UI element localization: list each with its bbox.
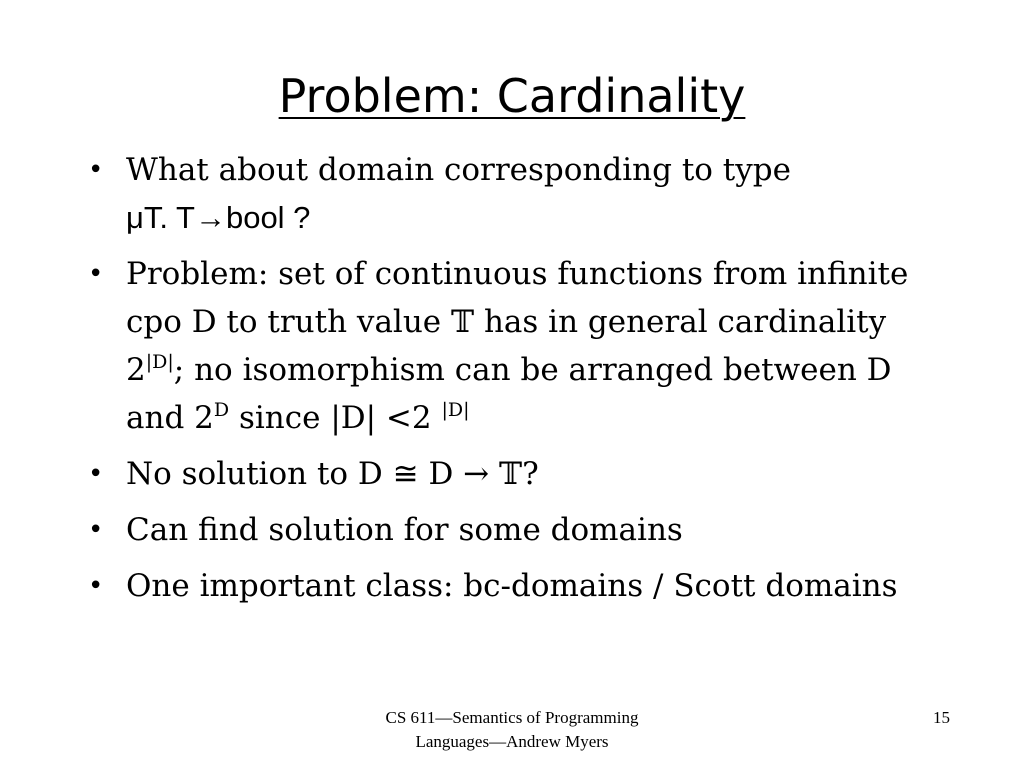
bullet-2-sup3: |D| (441, 399, 470, 421)
footer-line-1: CS 611—Semantics of Programming (385, 708, 639, 727)
bullet-item-5 (88, 562, 924, 610)
bullet-2-sup1: |D| (145, 351, 174, 373)
bullet-marker: • (88, 259, 104, 289)
bullet-2-sup2: D (213, 399, 230, 421)
bullet-1-formula: μT. T→bool ? (126, 200, 311, 235)
footer-line-2: Languages—Andrew Myers (415, 732, 609, 751)
bullet-5-text: One important class: bc-domains / Scott domains (126, 568, 898, 604)
page-number: 15 (933, 708, 950, 727)
bullet-marker: • (88, 571, 104, 601)
bullet-2-part2: has in general cardinality 2 (126, 304, 887, 388)
bullet-item-1 (88, 146, 924, 242)
bullet-2-part1: Problem: set of continuous functions from infinite cpo D to truth value (126, 256, 909, 340)
bullet-2-part3: ; no isomorphism can be arranged between D and 2 (126, 352, 892, 436)
bullet-marker: • (88, 515, 104, 545)
bullet-marker: • (88, 155, 104, 185)
slide-title-text: Problem: Cardinality (278, 69, 746, 123)
bullet-item-3 (88, 450, 924, 498)
bullet-list (88, 146, 924, 618)
slide-title (0, 66, 1024, 126)
bullet-1-text: What about domain corresponding to type (126, 152, 791, 188)
bullet-3-part1: No solution to D ≅ D → (126, 456, 499, 492)
bullet-2-part4: since |D| <2 (229, 400, 442, 436)
truth-value-symbol: 𝕋 (451, 304, 475, 340)
bullet-marker: • (88, 459, 104, 489)
bullet-item-2 (88, 250, 924, 442)
truth-value-symbol: 𝕋 (499, 456, 523, 492)
bullet-4-text: Can find solution for some domains (126, 512, 683, 548)
bullet-item-4 (88, 506, 924, 554)
slide-footer (300, 706, 724, 754)
bullet-3-part2: ? (522, 456, 539, 492)
